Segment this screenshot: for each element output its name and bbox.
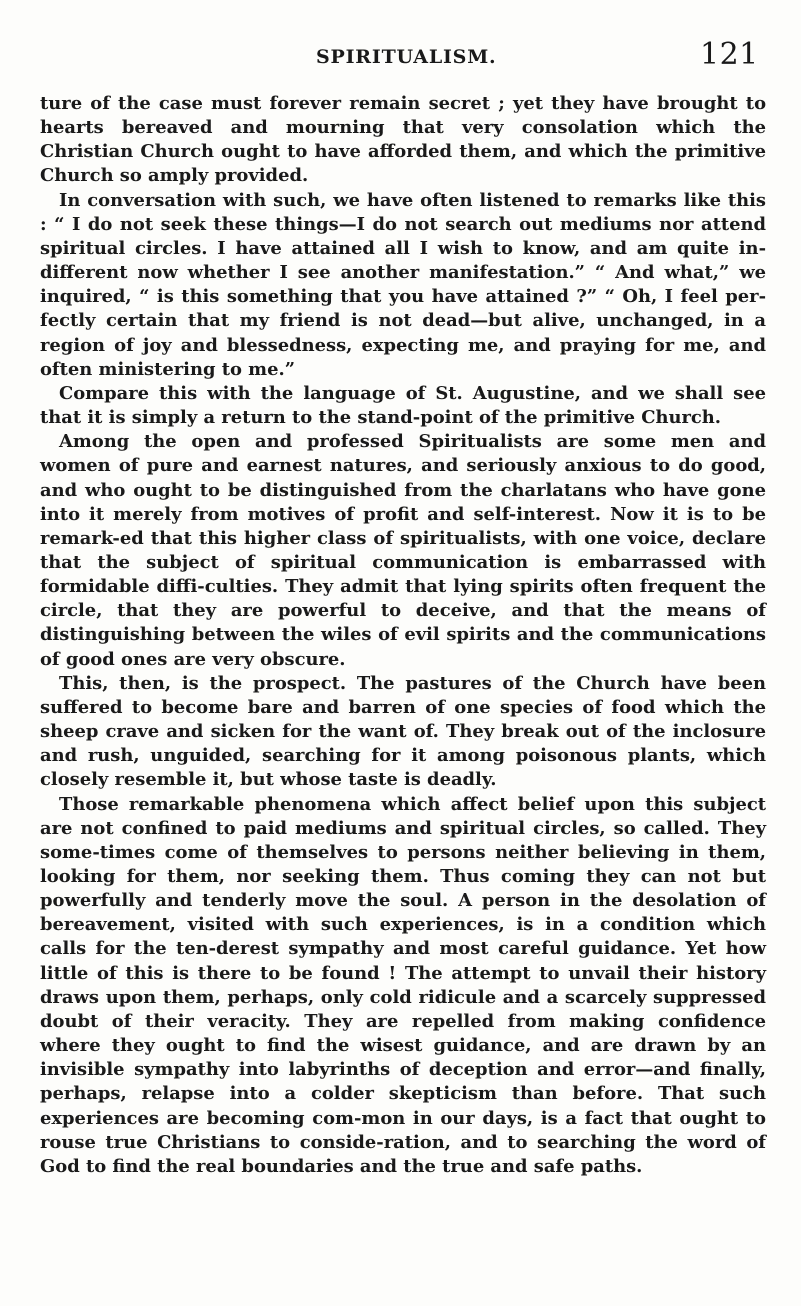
paragraph-1: ture of the case must forever remain secret ; yet they have brought to hearts bereaved and mourning that very consolation which the Christian Church ought to have afforded them, and which the primitive Church so amply provided. (40, 93, 766, 187)
paragraph-2: In conversation with such, we have often listened to remarks like this : “ I do not seek these things—I do not search out mediums nor attend spiritual circles. I have attained all I wish to know, and am quite in-different now whether I see another manifestation.” “ And what,” we inquired, “ is this something that you have attained ?” “ Oh, I feel per-fectly certain that my friend is not dead—but alive, unchanged, in a region of joy and blessedness, expecting me, and praying for me, and often ministering to me.” (40, 189, 766, 380)
paragraph-4: Among the open and professed Spiritualists are some men and women of pure and earnest natures, and seriously anxious to do good, and who ought to be distinguished from the charlatans who have gone into it merely from motives of profit and self-interest. Now it is to be remark-ed that this higher class of spiritualists, with one voice, declare that the subject of spiritual communication is embarrassed with formidable diffi-culties. They admit that lying spirits often frequent the circle, that they are powerful to deceive, and that the means of distinguishing between the wiles of evil spirits and the communications of good ones are very obscure. (40, 431, 766, 670)
paragraph-5: This, then, is the prospect. The pastures of the Church have been suffered to become bare and barren of one species of food which the sheep crave and sicken for the want of. They break out of the inclosure and rush, unguided, searching for it among poisonous plants, which closely resemble it, but whose taste is deadly. (40, 672, 766, 791)
body-text (40, 92, 766, 1179)
page-number: 121 (700, 37, 759, 72)
paragraph-3: Compare this with the language of St. Augustine, and we shall see that it is simply a return to the stand-point of the primitive Church. (40, 382, 766, 429)
running-head-title: SPIRITUALISM. (316, 46, 497, 68)
paragraph-6: Those remarkable phenomena which affect belief upon this subject are not confined to paid mediums and spiritual circles, so called. They some-times come of themselves to persons neither believing in them, looking for them, nor seeking them. Thus coming they can not but powerfully and tenderly move the soul. A person in the desolation of bereavement, visited with such experiences, is in a condition which calls for the ten-derest sympathy and most careful guidance. Yet how little of this is there to be found ! The attempt to unvail their history draws upon them, perhaps, only cold ridicule and a scarcely suppressed doubt of their veracity. They are repelled from making confidence where they ought to find the wisest guidance, and are drawn by an invisible sympathy into labyrinths of deception and error—and finally, perhaps, relapse into a colder skepticism than before. That such experiences are becoming com-mon in our days, is a fact that ought to rouse true Christians to conside-ration, and to searching the word of God to find the real boundaries and the true and safe paths. (40, 793, 766, 1177)
